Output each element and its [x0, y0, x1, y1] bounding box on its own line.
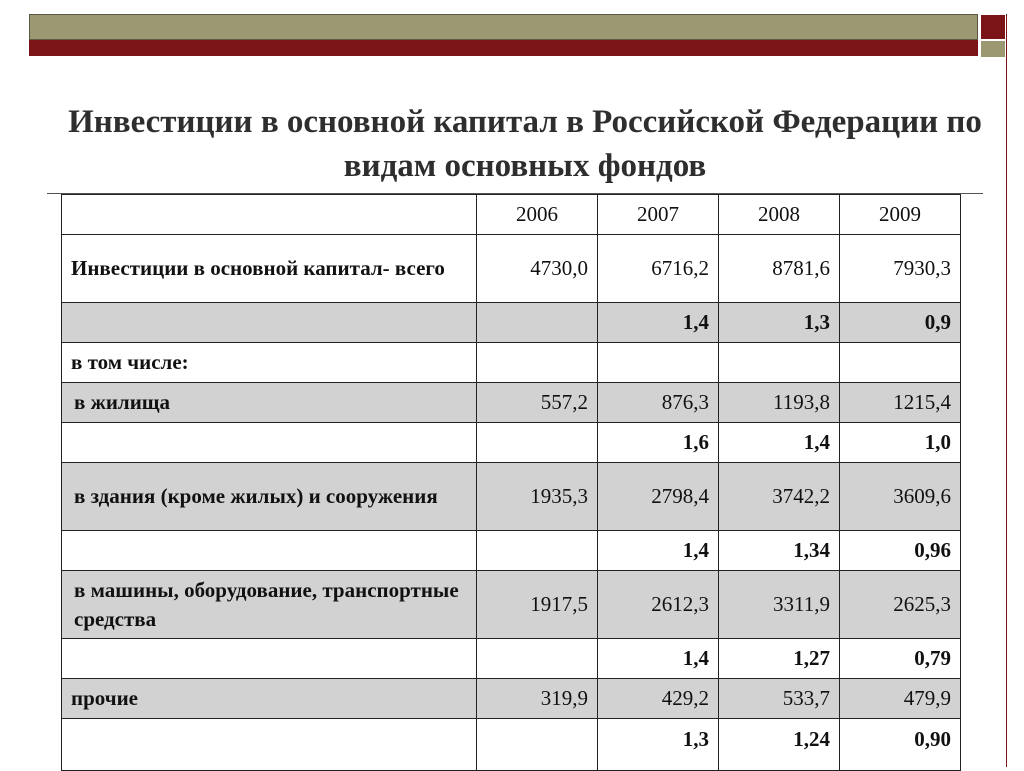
- value-cell: [477, 343, 598, 383]
- value-cell: 2612,3: [598, 571, 719, 639]
- row-label: [62, 531, 477, 571]
- value-cell: 557,2: [477, 383, 598, 423]
- ratio-cell: 1,6: [598, 423, 719, 463]
- row-label: в жилища: [62, 383, 477, 423]
- ratio-cell: 1,3: [598, 719, 719, 771]
- table-row: [62, 235, 961, 303]
- year-header: 2008: [719, 195, 840, 235]
- table-row: [62, 463, 961, 531]
- value-cell: 479,9: [840, 679, 961, 719]
- value-cell: [719, 343, 840, 383]
- ratio-cell: 1,0: [840, 423, 961, 463]
- value-cell: 429,2: [598, 679, 719, 719]
- row-label: в том числе:: [62, 343, 477, 383]
- ratio-cell: 1,4: [598, 639, 719, 679]
- value-cell: 4730,0: [477, 235, 598, 303]
- value-cell: 1193,8: [719, 383, 840, 423]
- value-cell: [840, 343, 961, 383]
- ratio-cell: 1,24: [719, 719, 840, 771]
- ratio-cell: [477, 531, 598, 571]
- year-header: 2007: [598, 195, 719, 235]
- row-label: [62, 639, 477, 679]
- ratio-cell: 0,90: [840, 719, 961, 771]
- table-header-row: [62, 195, 961, 235]
- table-row: [62, 639, 961, 679]
- row-label: в здания (кроме жилых) и сооружения: [62, 463, 477, 531]
- value-cell: 3609,6: [840, 463, 961, 531]
- ratio-cell: 1,4: [598, 303, 719, 343]
- row-label: [62, 423, 477, 463]
- ratio-cell: 1,3: [719, 303, 840, 343]
- ratio-cell: 0,79: [840, 639, 961, 679]
- ratio-cell: 1,4: [598, 531, 719, 571]
- value-cell: [598, 343, 719, 383]
- value-cell: 1215,4: [840, 383, 961, 423]
- slide-title: Инвестиции в основной капитал в Российской Федерации по видам основных фондов: [68, 104, 982, 184]
- value-cell: 319,9: [477, 679, 598, 719]
- row-label: прочие: [62, 679, 477, 719]
- table-row: [62, 571, 961, 639]
- year-header: 2006: [477, 195, 598, 235]
- table-row: [62, 719, 961, 771]
- value-cell: 1935,3: [477, 463, 598, 531]
- table-row: [62, 383, 961, 423]
- ratio-cell: [477, 423, 598, 463]
- table-row: [62, 343, 961, 383]
- value-cell: 1917,5: [477, 571, 598, 639]
- value-cell: 6716,2: [598, 235, 719, 303]
- investment-table: [61, 194, 961, 771]
- value-cell: 3311,9: [719, 571, 840, 639]
- ratio-cell: [477, 719, 598, 771]
- ratio-cell: 0,96: [840, 531, 961, 571]
- row-label: Инвестиции в основной капитал- всего: [62, 235, 477, 303]
- value-cell: 2798,4: [598, 463, 719, 531]
- top-olive-bar: [29, 14, 978, 40]
- ratio-cell: [477, 303, 598, 343]
- ratio-cell: 1,27: [719, 639, 840, 679]
- value-cell: 3742,2: [719, 463, 840, 531]
- value-cell: 533,7: [719, 679, 840, 719]
- value-cell: 2625,3: [840, 571, 961, 639]
- value-cell: 876,3: [598, 383, 719, 423]
- ratio-cell: 0,9: [840, 303, 961, 343]
- corner-red-square: [980, 14, 1006, 40]
- table-row: [62, 679, 961, 719]
- row-label: в машины, оборудование, транспортные средства: [62, 571, 477, 639]
- year-header: 2009: [840, 195, 961, 235]
- value-cell: 7930,3: [840, 235, 961, 303]
- table-row: [62, 423, 961, 463]
- value-cell: 8781,6: [719, 235, 840, 303]
- table-row: [62, 531, 961, 571]
- ratio-cell: 1,4: [719, 423, 840, 463]
- row-label: [62, 719, 477, 771]
- top-red-bar: [29, 40, 978, 56]
- ratio-cell: [477, 639, 598, 679]
- ratio-cell: 1,34: [719, 531, 840, 571]
- corner-olive-square: [980, 40, 1006, 58]
- header-empty-cell: [62, 195, 477, 235]
- table-row: [62, 303, 961, 343]
- row-label: [62, 303, 477, 343]
